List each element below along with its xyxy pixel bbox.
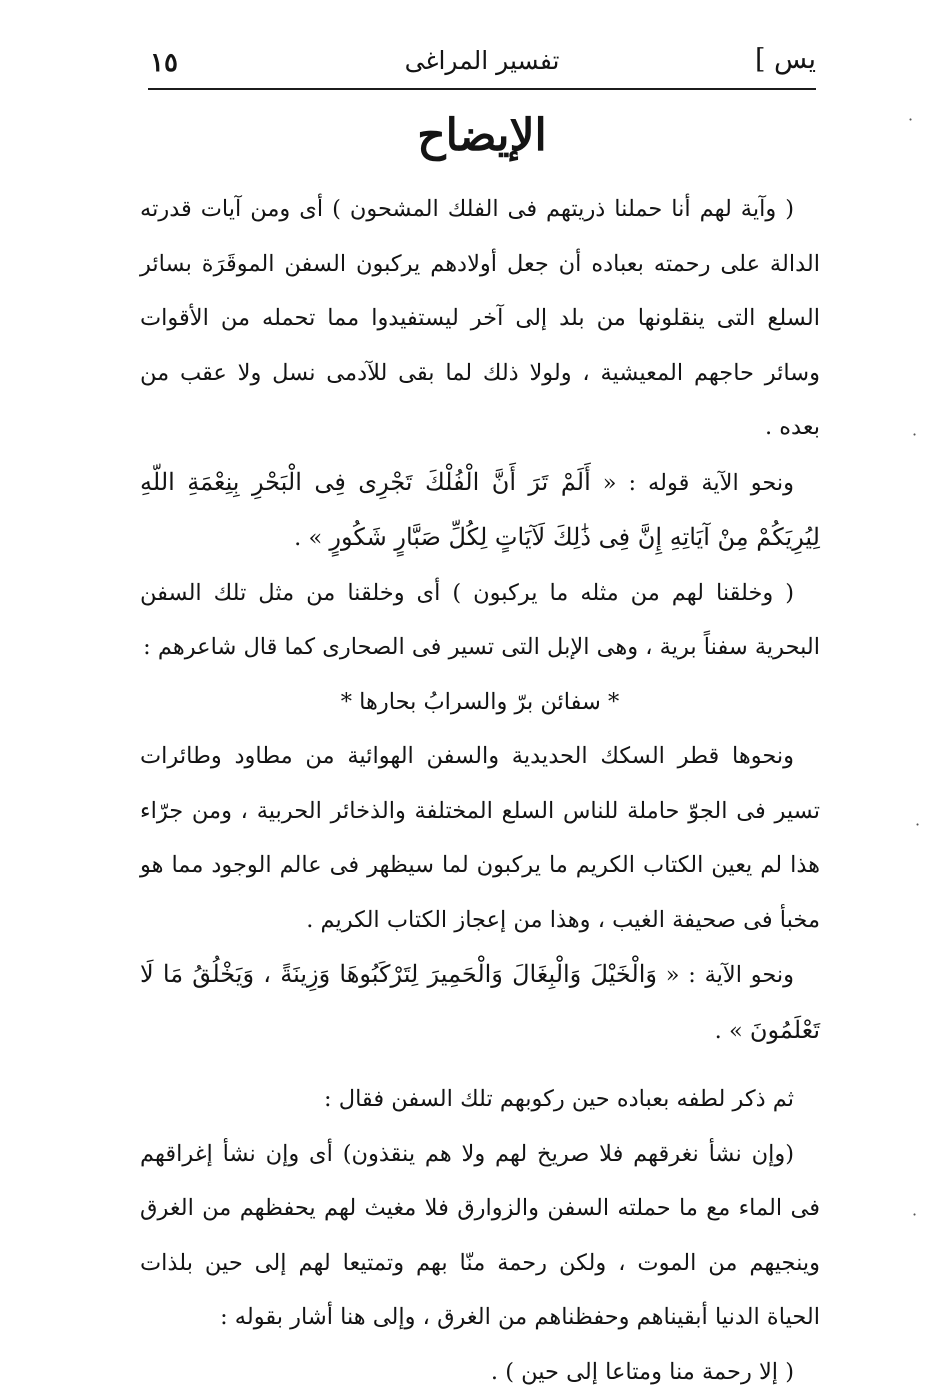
page-header bbox=[148, 38, 816, 88]
header-divider bbox=[148, 88, 816, 90]
quran-quote-1: أَلَمْ تَرَ أَنَّ الْفُلْكَ تَجْرِى فِى الْبَحْرِ بِنِعْمَةِ اللّهِ لِيُرِيَكُمْ مِنْ آيَاتِهِ إِنَّ فِى ذَٰلِكَ لَآيَاتٍ لِكُلِّ صَبَّارٍ شَكُورٍ bbox=[140, 468, 820, 552]
section-title: الإيضاح bbox=[148, 110, 816, 161]
margin-speck: · bbox=[912, 425, 917, 444]
page-number: ١٥ bbox=[150, 48, 178, 78]
poetry-verse: * سفائن برّ والسرابُ بحارها * bbox=[140, 675, 820, 730]
paragraph-2-lead: ونحو الآية قوله : « bbox=[591, 470, 794, 496]
paragraph-5 bbox=[140, 947, 820, 1058]
paragraph-3: ( وخلقنا لهم من مثله ما يركبون ) أى وخلقنا من مثل تلك السفن البحرية سفناً برية ، وهى الإبل التى تسير فى الصحارى كما قال شاعرهم : bbox=[140, 566, 820, 675]
margin-speck: · bbox=[912, 1205, 917, 1224]
paragraph-5-lead: ونحو الآية : « bbox=[657, 962, 794, 988]
paragraph-6: ثم ذكر لطفه بعباده حين ركوبهم تلك السفن فقال : bbox=[140, 1072, 820, 1127]
body-text bbox=[140, 182, 820, 1399]
paragraph-8: ( إلا رحمة منا ومتاعا إلى حين ) . bbox=[140, 1345, 820, 1399]
paragraph-5-tail: » . bbox=[715, 1018, 750, 1044]
paragraph-4: ونحوها قطر السكك الحديدية والسفن الهوائية من مطاود وطائرات تسير فى الجوّ حاملة للناس السلع المختلفة والذخائر الحربية ، ومن جرّاء هذا لم يعين الكتاب الكريم ما يركبون لما سيظهر فى عالم الوجود مما هو مخبأ فى صحيفة الغيب ، وهذا من إعجاز الكتاب الكريم . bbox=[140, 729, 820, 947]
paragraph-1: ( وآية لهم أنا حملنا ذريتهم فى الفلك المشحون ) أى ومن آيات قدرته الدالة على رحمته بعباده أن جعل أولادهم يركبون السفن الموقَرَة بسائر السلع التى ينقلونها من بلد إلى آخر ليستفيدوا مما تحمله من الأقوات وسائر حاجهم المعيشية ، ولولا ذلك لما بقى للآدمى نسل ولا عقب من بعده . bbox=[140, 182, 820, 455]
paragraph-2-tail: » . bbox=[294, 525, 329, 551]
surah-name: يس ] bbox=[755, 44, 816, 75]
paragraph-7: (وإن نشأ نغرقهم فلا صريخ لهم ولا هم ينقذون) أى وإن نشأ إغراقهم فى الماء مع ما حملته السفن والزوارق فلا مغيث لهم يحفظهم من الغرق وينجيهم من الموت ، ولكن رحمة منّا بهم وتمتيعا لهم إلى حين بلذات الحياة الدنيا أبقيناهم وحفظناهم من الغرق ، وإلى هنا أشار بقوله : bbox=[140, 1127, 820, 1345]
paragraph-2 bbox=[140, 455, 820, 566]
margin-speck: · bbox=[915, 815, 920, 834]
book-title: تفسير المراغى bbox=[148, 46, 816, 75]
margin-speck: · bbox=[908, 110, 913, 129]
quran-quote-2: وَالْخَيْلَ وَالْبِغَالَ وَالْحَمِيرَ لِتَرْكَبُوهَا وَزِينَةً ، وَيَخْلُقُ مَا لَا تَعْلَمُونَ bbox=[140, 960, 820, 1044]
